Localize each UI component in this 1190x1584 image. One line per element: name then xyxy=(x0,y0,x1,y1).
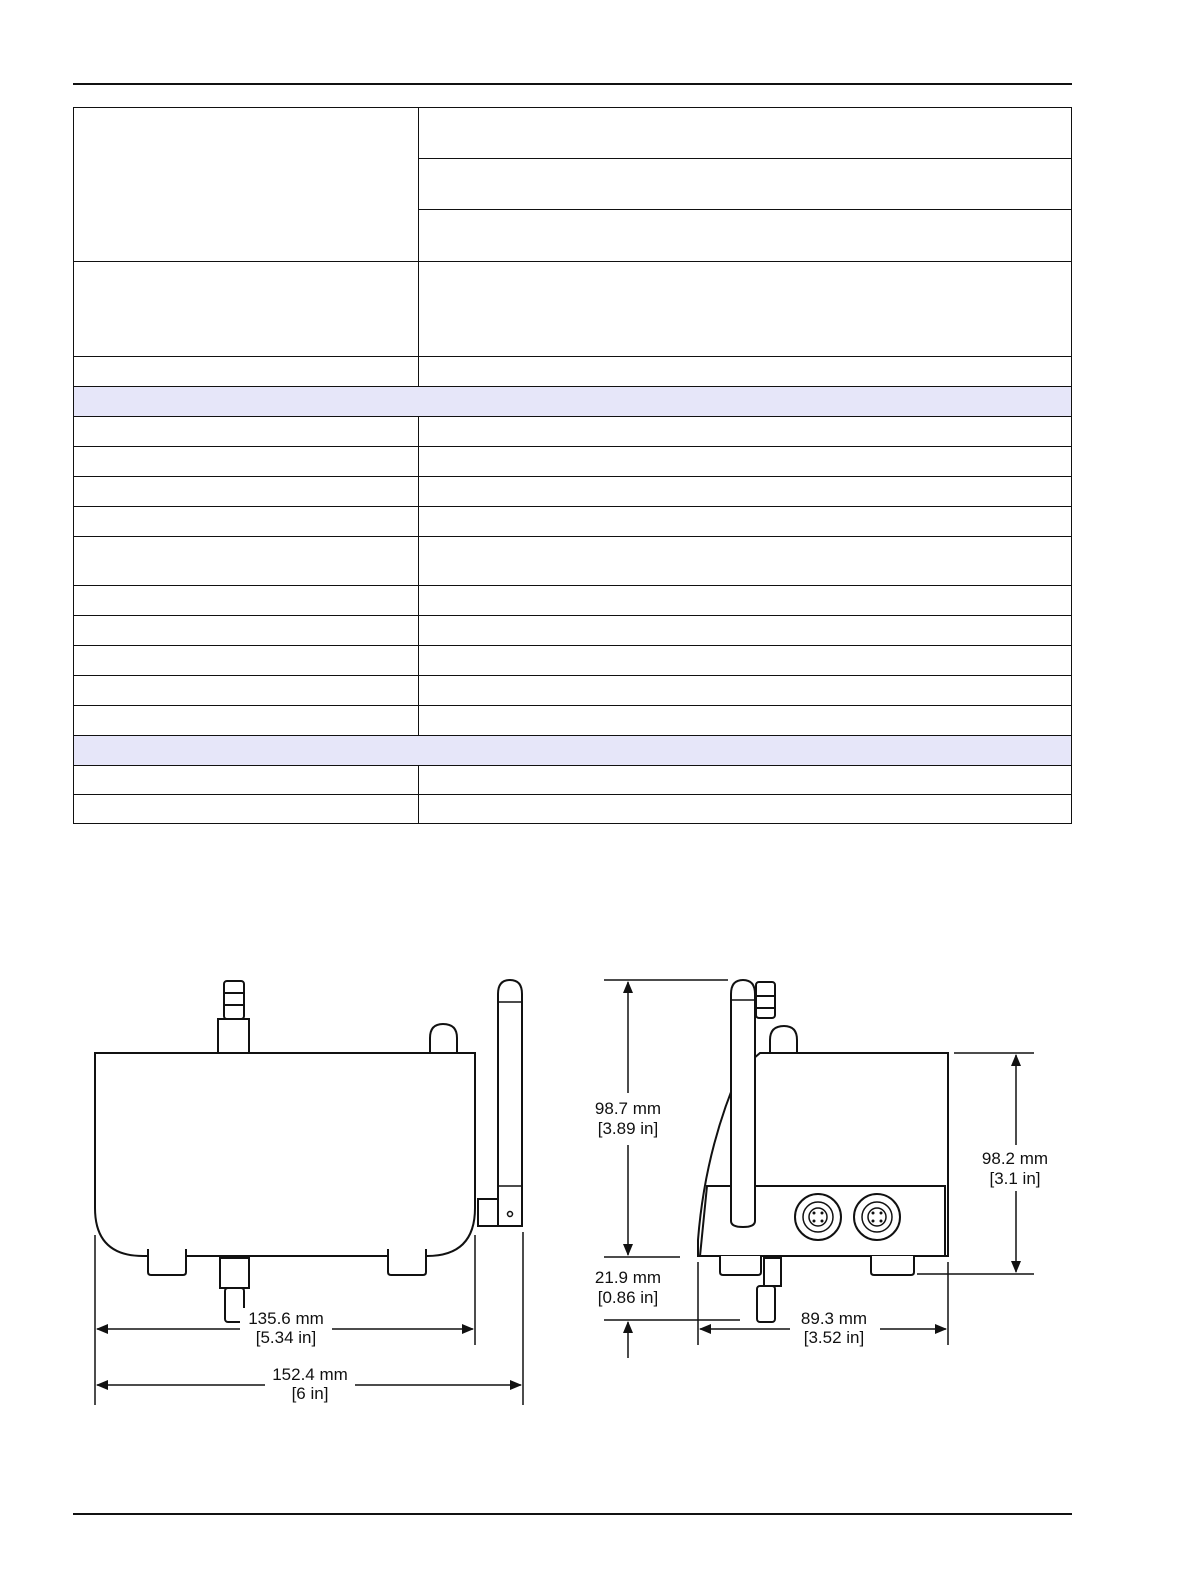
footer-rule xyxy=(73,1513,1072,1515)
spec-row xyxy=(74,795,1072,824)
spec-value-cell xyxy=(419,537,1072,586)
status-light xyxy=(430,1024,457,1053)
top-fitting xyxy=(224,981,244,1019)
spec-value-cell xyxy=(419,262,1072,357)
spec-label-cell xyxy=(74,108,419,262)
enclosure-front xyxy=(95,1053,475,1256)
side-left-foot xyxy=(720,1256,761,1275)
spec-value-cell xyxy=(419,447,1072,477)
left-foot xyxy=(148,1249,186,1275)
spec-label-cell xyxy=(74,357,419,387)
spec-label-cell xyxy=(74,477,419,507)
spec-row xyxy=(74,447,1072,477)
spec-row xyxy=(74,646,1072,676)
spec-label-cell xyxy=(74,586,419,616)
overall-width-in: [6 in] xyxy=(291,1384,329,1403)
top-fitting-nut xyxy=(218,1019,249,1053)
bottom-fitting-in: [0.86 in] xyxy=(597,1288,659,1307)
antenna-height-in: [3.89 in] xyxy=(597,1119,659,1138)
header-rule xyxy=(73,83,1072,85)
spec-row xyxy=(74,507,1072,537)
spec-value-cell xyxy=(419,477,1072,507)
spec-row xyxy=(74,537,1072,586)
depth-in: [3.52 in] xyxy=(803,1328,865,1347)
antenna-height-mm: 98.7 mm xyxy=(594,1099,662,1118)
dimensions-figure xyxy=(0,960,1190,1420)
side-right-foot xyxy=(871,1256,914,1275)
spec-row xyxy=(74,586,1072,616)
body-width-mm: 135.6 mm xyxy=(248,1309,324,1328)
side-antenna xyxy=(731,980,755,1227)
spec-row xyxy=(74,108,1072,159)
section-header-row xyxy=(74,387,1072,417)
antenna xyxy=(498,980,522,1226)
bottom-nut xyxy=(220,1258,249,1288)
side-bottom-fitting xyxy=(757,1286,775,1322)
spec-value-cell xyxy=(419,676,1072,706)
body-width-in: [5.34 in] xyxy=(255,1328,317,1347)
sensor-connector-1 xyxy=(795,1194,841,1240)
spec-row xyxy=(74,477,1072,507)
spec-value-cell xyxy=(419,159,1072,210)
spec-row xyxy=(74,616,1072,646)
spec-label-cell xyxy=(74,646,419,676)
spec-value-cell xyxy=(419,507,1072,537)
specifications-table xyxy=(73,107,1072,824)
spec-label-cell xyxy=(74,447,419,477)
spec-value-cell xyxy=(419,357,1072,387)
right-foot xyxy=(388,1249,426,1275)
spec-label-cell xyxy=(74,262,419,357)
spec-label-cell xyxy=(74,766,419,795)
spec-label-cell xyxy=(74,795,419,824)
spec-value-cell xyxy=(419,646,1072,676)
section-header-row xyxy=(74,736,1072,766)
bottom-fitting-mm: 21.9 mm xyxy=(594,1268,662,1287)
spec-value-cell xyxy=(419,706,1072,736)
body-height-mm: 98.2 mm xyxy=(981,1149,1049,1168)
spec-value-cell xyxy=(419,766,1072,795)
spec-row xyxy=(74,262,1072,357)
spec-label-cell xyxy=(74,706,419,736)
spec-row xyxy=(74,676,1072,706)
side-top-fitting xyxy=(756,982,775,1018)
spec-value-cell xyxy=(419,417,1072,447)
side-status-light xyxy=(770,1026,797,1053)
spec-label-cell xyxy=(74,537,419,586)
side-bottom-nut xyxy=(764,1258,781,1286)
spec-value-cell xyxy=(419,210,1072,262)
section-header-cell xyxy=(74,387,1072,417)
antenna-mount xyxy=(478,1199,498,1226)
spec-label-cell xyxy=(74,676,419,706)
spec-value-cell xyxy=(419,586,1072,616)
spec-row xyxy=(74,357,1072,387)
spec-value-cell xyxy=(419,795,1072,824)
overall-width-mm: 152.4 mm xyxy=(272,1365,348,1384)
sensor-connector-2 xyxy=(854,1194,900,1240)
spec-label-cell xyxy=(74,616,419,646)
spec-label-cell xyxy=(74,417,419,447)
spec-value-cell xyxy=(419,616,1072,646)
depth-mm: 89.3 mm xyxy=(800,1309,868,1328)
body-height-in: [3.1 in] xyxy=(989,1169,1041,1188)
section-header-cell xyxy=(74,736,1072,766)
spec-row xyxy=(74,417,1072,447)
spec-row xyxy=(74,706,1072,736)
spec-label-cell xyxy=(74,507,419,537)
side-view-drawing xyxy=(698,980,948,1322)
spec-value-cell xyxy=(419,108,1072,159)
front-view-drawing xyxy=(95,980,522,1322)
spec-row xyxy=(74,766,1072,795)
